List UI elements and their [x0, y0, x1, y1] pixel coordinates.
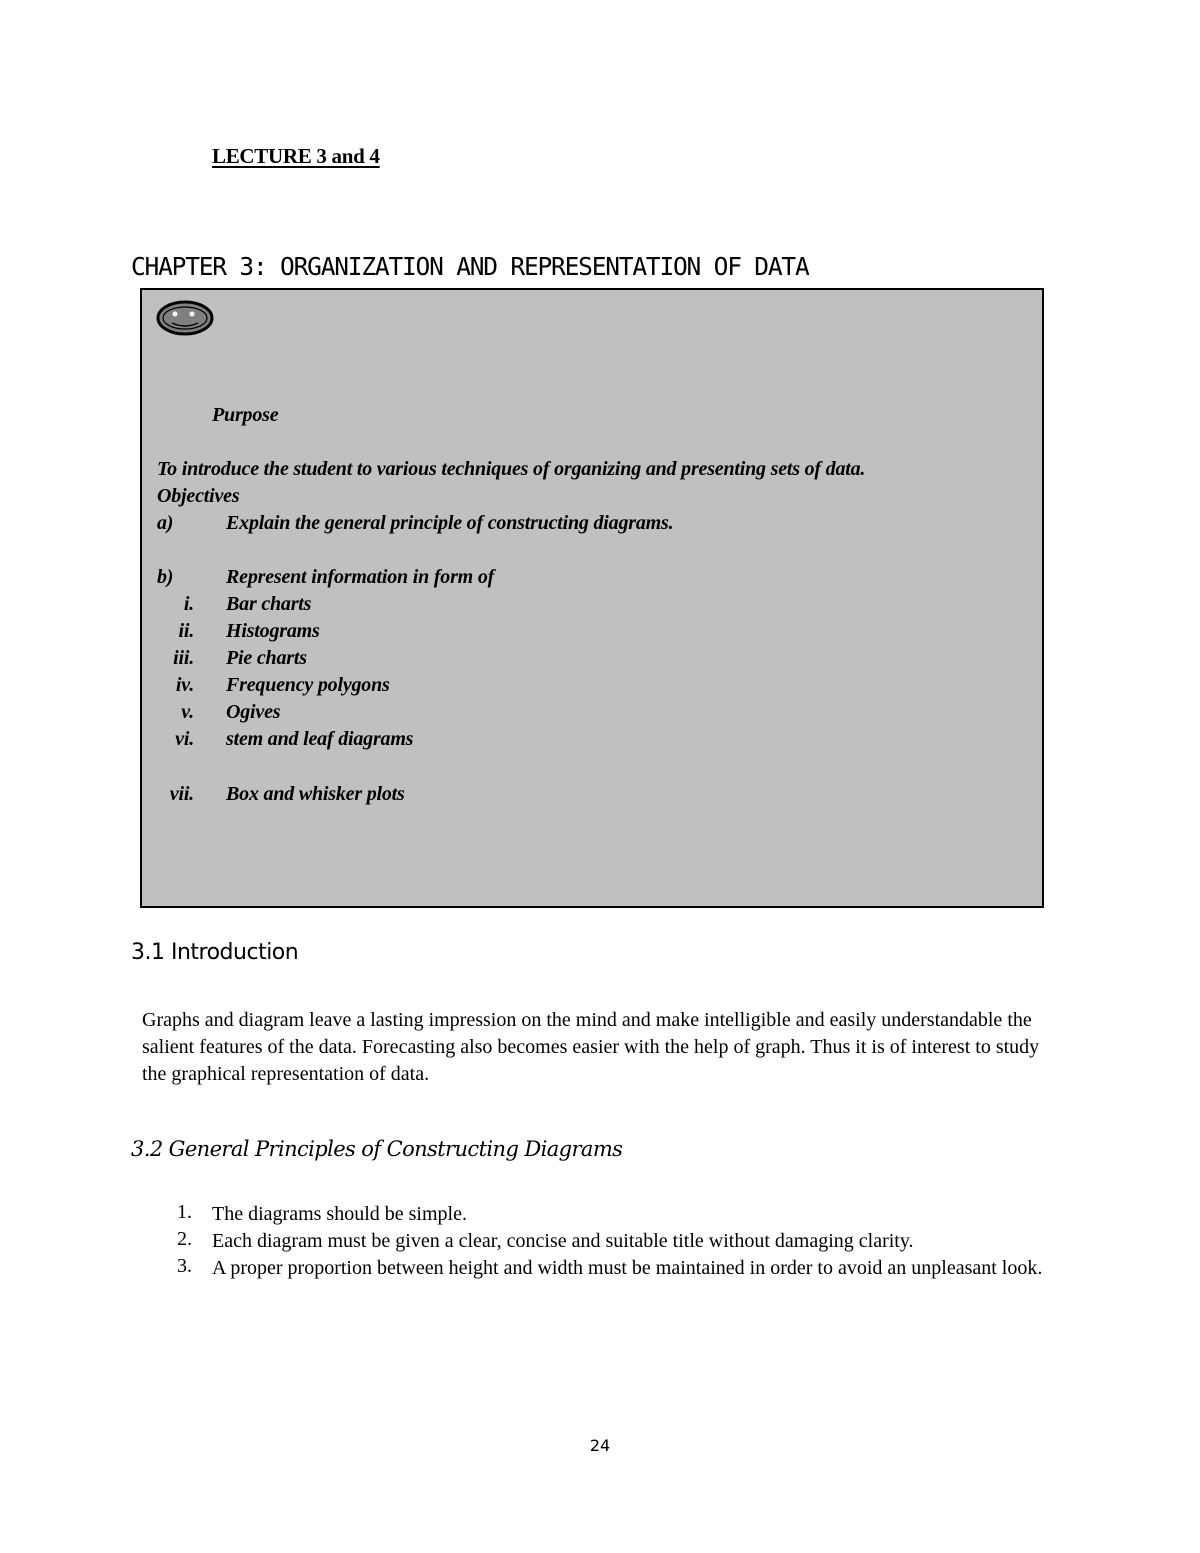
sub-item-text: Box and whisker plots	[226, 783, 405, 805]
list-item: Each diagram must be given a clear, concise and suitable title without damaging clarity.	[212, 1230, 914, 1252]
list-item-number: 1.	[177, 1201, 192, 1223]
lecture-heading: LECTURE 3 and 4	[212, 144, 380, 168]
page-number: 24	[589, 1436, 611, 1455]
sub-item-label: i.	[183, 593, 194, 615]
list-item: A proper proportion between height and width must be maintained in order to avoid an unpleasant look.	[212, 1257, 1043, 1279]
objectives-box	[140, 288, 1044, 908]
objective-text: Explain the general principle of constructing diagrams.	[226, 512, 674, 534]
sub-item-label: ii.	[178, 620, 194, 642]
objectives-heading: Objectives	[157, 485, 240, 507]
purpose-heading: Purpose	[212, 404, 279, 426]
sub-item-label: vii.	[169, 783, 194, 805]
smiley-face-icon	[156, 298, 216, 338]
section-heading-introduction: 3.1 Introduction	[131, 940, 299, 965]
objective-text: Represent information in form of	[226, 566, 495, 588]
sub-item-label: iv.	[175, 674, 194, 696]
list-item-number: 2.	[177, 1228, 192, 1250]
sub-item-label: v.	[181, 701, 194, 723]
sub-item-label: vi.	[175, 728, 194, 750]
sub-item-text: stem and leaf diagrams	[226, 728, 414, 750]
sub-item-label: iii.	[173, 647, 194, 669]
list-item-number: 3.	[177, 1255, 192, 1277]
objective-label: a)	[157, 512, 174, 534]
introduction-paragraph: Graphs and diagram leave a lasting impression on the mind and make intelligible and easily understandable the salient features of the data. Forecasting also becomes easier with the help of graph. Thus it is of interest to study the graphical representation of data.	[142, 1009, 1040, 1085]
sub-item-text: Bar charts	[226, 593, 312, 615]
purpose-text: To introduce the student to various techniques of organizing and presenting sets of data.	[157, 458, 866, 480]
sub-item-text: Ogives	[226, 701, 281, 723]
section-heading-principles: 3.2 General Principles of Constructing Diagrams	[131, 1137, 623, 1161]
sub-item-text: Pie charts	[226, 647, 307, 669]
sub-item-text: Frequency polygons	[226, 674, 390, 696]
objective-label: b)	[157, 566, 174, 588]
sub-item-text: Histograms	[226, 620, 320, 642]
list-item: The diagrams should be simple.	[212, 1203, 467, 1225]
chapter-title: CHAPTER 3: ORGANIZATION AND REPRESENTATION OF DATA	[131, 252, 809, 281]
